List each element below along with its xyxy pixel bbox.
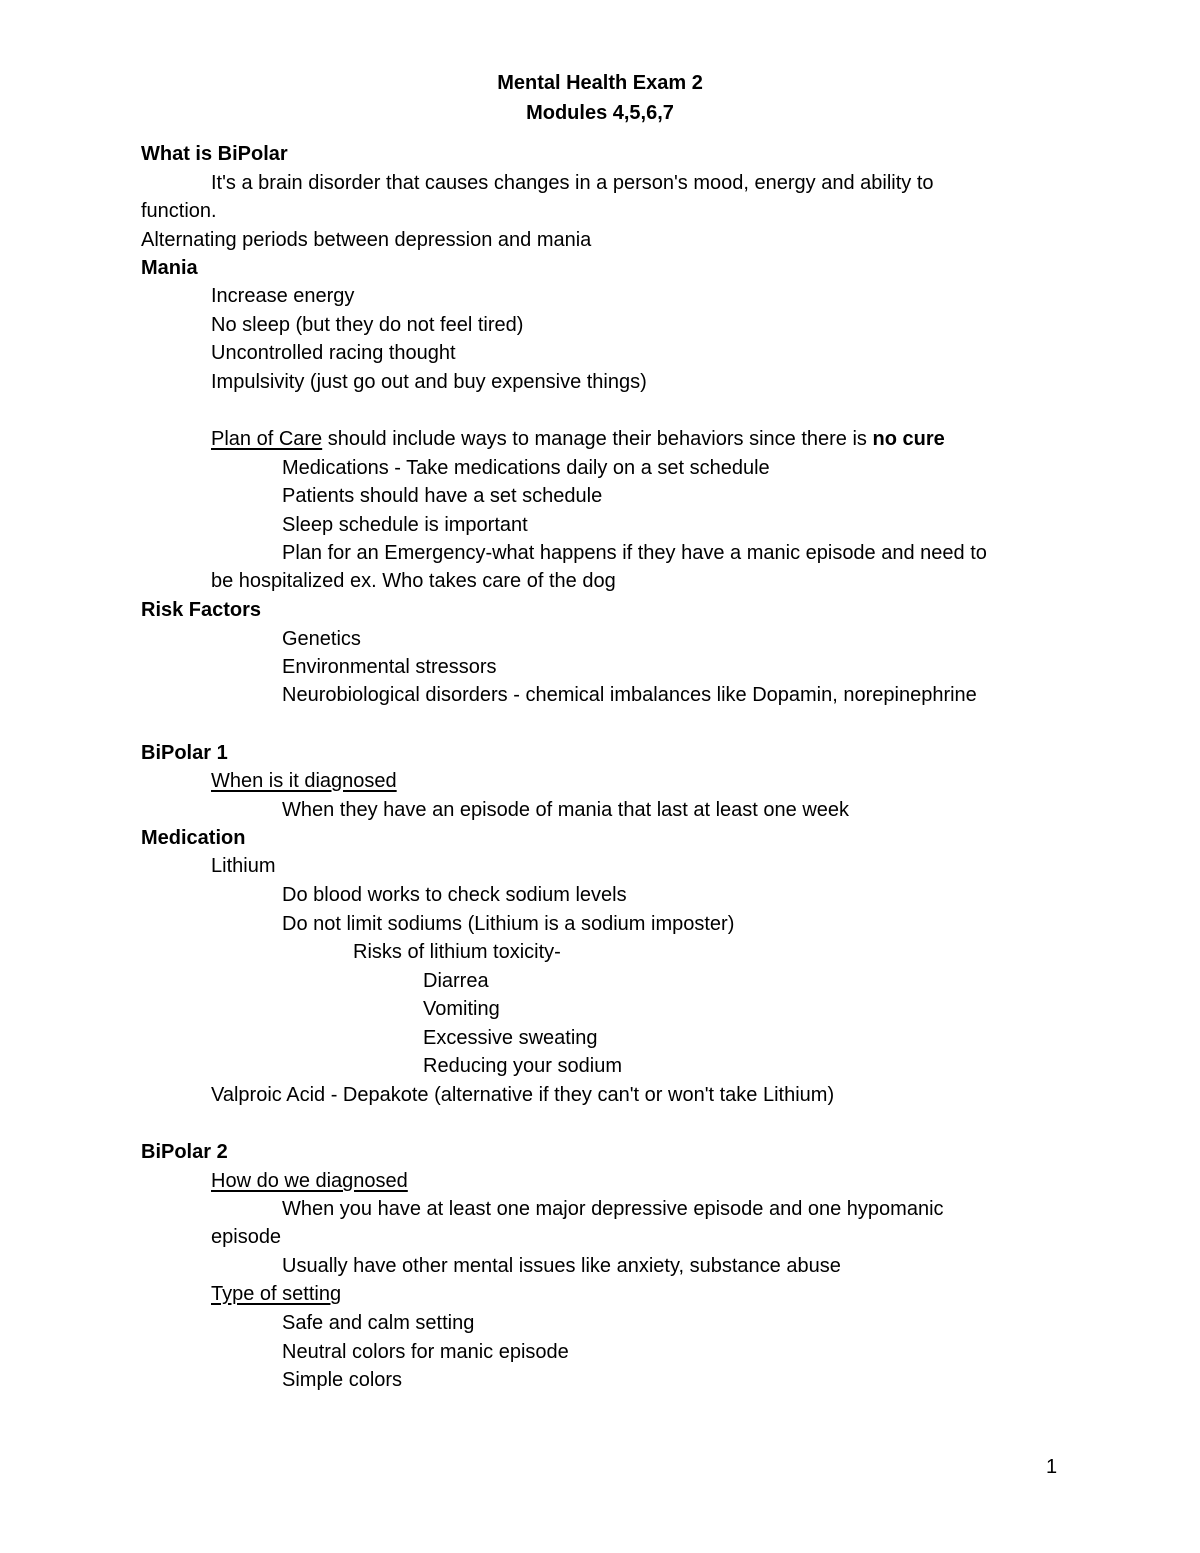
plan-of-care-text: should include ways to manage their behaviors since there is [322, 428, 873, 450]
bipolar-1-diagnosis-text: When they have an episode of mania that last at least one week [282, 799, 850, 821]
bipolar-2-diagnosis-label: How do we diagnosed [211, 1170, 408, 1192]
plan-of-care-label: Plan of Care [211, 428, 323, 450]
lithium-item: Do blood works to check sodium levels [282, 884, 627, 906]
bipolar-definition-line: It's a brain disorder that causes changes in a person's mood, energy and ability to [211, 172, 934, 194]
toxicity-item: Vomiting [423, 998, 500, 1020]
plan-item: Medications - Take medications daily on a set schedule [282, 457, 770, 479]
toxicity-item: Diarrea [423, 970, 489, 992]
plan-of-care-emphasis: no cure [872, 428, 945, 450]
valproic-acid-text: Valproic Acid - Depakote (alternative if they can't or won't take Lithium) [211, 1084, 835, 1106]
bipolar-2-diagnosis-continuation: episode [211, 1226, 282, 1248]
setting-item: Simple colors [282, 1369, 403, 1391]
alternating-periods-text: Alternating periods between depression and mania [141, 229, 592, 251]
page-number: 1 [1046, 1456, 1058, 1478]
bipolar-2-other-issues: Usually have other mental issues like anxiety, substance abuse [282, 1255, 841, 1277]
toxicity-item: Excessive sweating [423, 1027, 598, 1049]
section-heading-bipolar-2: BiPolar 2 [141, 1141, 228, 1163]
plan-of-care-line [211, 425, 945, 453]
mania-item: Uncontrolled racing thought [211, 342, 456, 364]
lithium-toxicity-label: Risks of lithium toxicity- [353, 941, 561, 963]
setting-type-label: Type of setting [211, 1283, 342, 1305]
document-title: Mental Health Exam 2 [497, 72, 703, 94]
lithium-label: Lithium [211, 855, 276, 877]
mania-item: No sleep (but they do not feel tired) [211, 314, 524, 336]
risk-factor-item: Environmental stressors [282, 656, 497, 678]
section-heading-medication: Medication [141, 827, 246, 849]
plan-item: Plan for an Emergency-what happens if they have a manic episode and need to [282, 542, 987, 564]
section-heading-risk-factors: Risk Factors [141, 599, 262, 621]
lithium-item: Do not limit sodiums (Lithium is a sodium imposter) [282, 913, 735, 935]
section-heading-bipolar-1: BiPolar 1 [141, 742, 228, 764]
bipolar-1-diagnosis-label: When is it diagnosed [211, 770, 397, 792]
mania-item: Increase energy [211, 285, 355, 307]
bipolar-2-diagnosis-text: When you have at least one major depressive episode and one hypomanic [282, 1198, 944, 1220]
risk-factor-item: Genetics [282, 628, 361, 650]
toxicity-item: Reducing your sodium [423, 1055, 622, 1077]
section-heading-mania: Mania [141, 257, 198, 279]
setting-item: Neutral colors for manic episode [282, 1341, 569, 1363]
mania-item: Impulsivity (just go out and buy expensive things) [211, 371, 647, 393]
bipolar-definition-continuation: function. [141, 200, 217, 222]
plan-item: Sleep schedule is important [282, 514, 528, 536]
section-heading-what-is-bipolar: What is BiPolar [141, 143, 288, 165]
document-subtitle: Modules 4,5,6,7 [526, 102, 674, 124]
setting-item: Safe and calm setting [282, 1312, 475, 1334]
plan-item: Patients should have a set schedule [282, 485, 603, 507]
plan-item-continuation: be hospitalized ex. Who takes care of the dog [211, 570, 616, 592]
risk-factor-item: Neurobiological disorders - chemical imbalances like Dopamin, norepinephrine [282, 684, 977, 706]
